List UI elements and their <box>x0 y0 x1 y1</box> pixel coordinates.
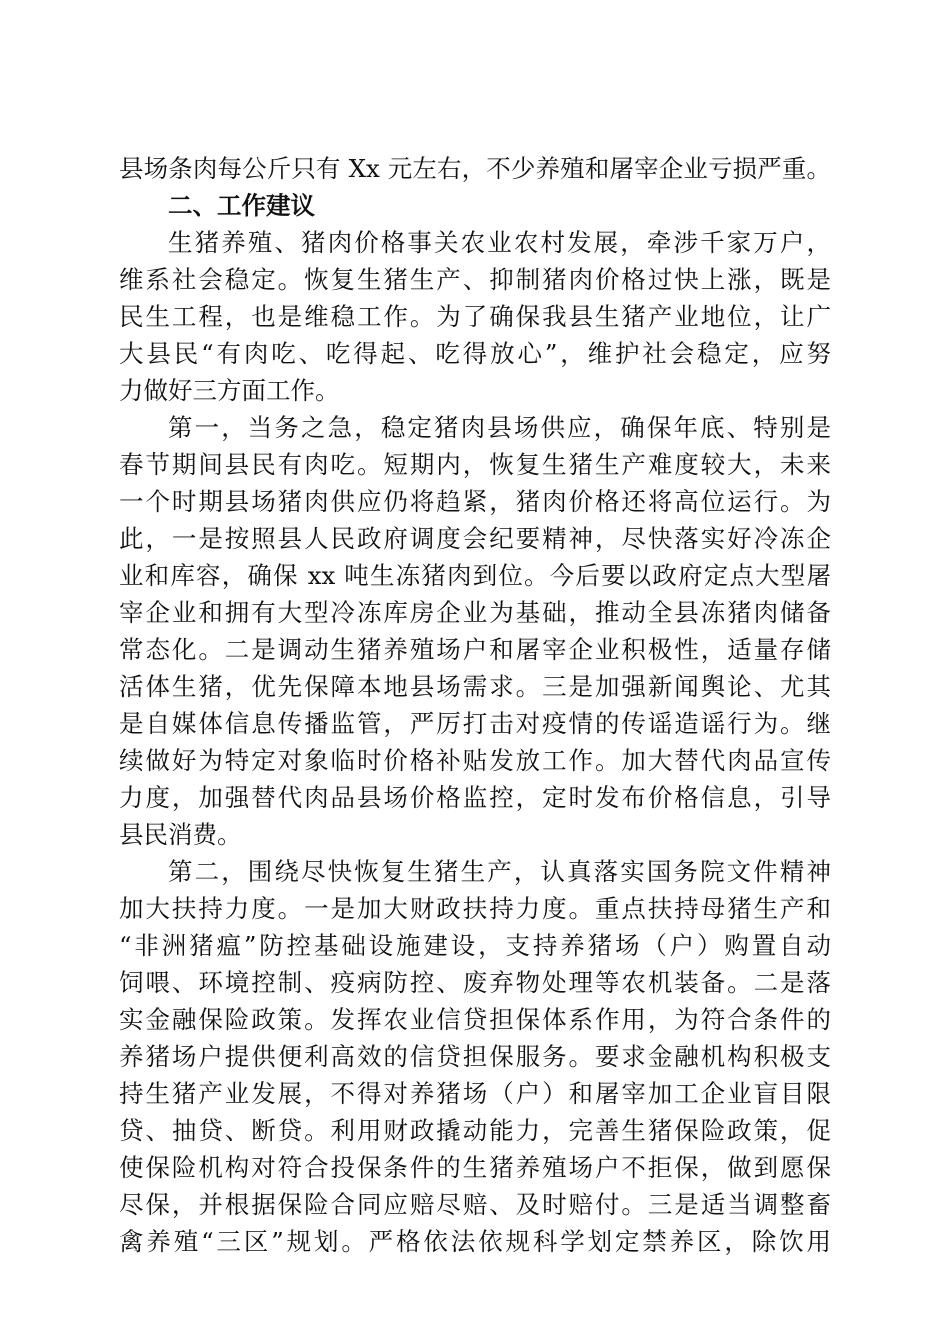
text-line: 第二，围绕尽快恢复生猪生产，认真落实国务院文件精神 <box>168 857 831 886</box>
text-line: 县场条肉每公斤只有 Xx 元左右，不少养殖和屠宰企业亏损严重。 <box>119 154 831 183</box>
text-line: 养猪场户提供便利高效的信贷担保服务。要求金融机构积极支 <box>119 1042 831 1071</box>
text-line: 春节期间县民有肉吃。短期内，恢复生猪生产难度较大，未来 <box>119 450 831 479</box>
text-line: 大县民“有肉吃、吃得起、吃得放心”，维护社会稳定，应努 <box>119 339 831 368</box>
text-line: 使保险机构对符合投保条件的生猪养殖场户不拒保，做到愿保 <box>119 1153 831 1182</box>
text-line: 续做好为特定对象临时价格补贴发放工作。加大替代肉品宣传 <box>119 746 831 775</box>
text-line: 第一，当务之急，稳定猪肉县场供应，确保年底、特别是 <box>168 413 831 442</box>
text-line: 实金融保险政策。发挥农业信贷担保体系作用，为符合条件的 <box>119 1005 831 1034</box>
text-line: 持生猪产业发展，不得对养猪场（户）和屠宰加工企业盲目限 <box>119 1079 831 1108</box>
text-line: 尽保，并根据保险合同应赔尽赔、及时赔付。三是适当调整畜 <box>119 1190 831 1219</box>
text-line: 是自媒体信息传播监管，严厉打击对疫情的传谣造谣行为。继 <box>119 709 831 738</box>
text-line: 维系社会稳定。恢复生猪生产、抑制猪肉价格过快上涨，既是 <box>119 265 831 294</box>
text-line: 常态化。二是调动生猪养殖场户和屠宰企业积极性，适量存储 <box>119 635 831 664</box>
text-line: 宰企业和拥有大型冷冻库房企业为基础，推动全县冻猪肉储备 <box>119 598 831 627</box>
text-line: 业和库容，确保 xx 吨生冻猪肉到位。今后要以政府定点大型屠 <box>119 561 831 590</box>
text-line: “非洲猪瘟”防控基础设施建设，支持养猪场（户）购置自动 <box>119 931 831 960</box>
text-line: 县民消费。 <box>119 820 242 849</box>
text-line: 民生工程，也是维稳工作。为了确保我县生猪产业地位，让广 <box>119 302 831 331</box>
section-heading: 二、工作建议 <box>168 191 315 220</box>
text-line: 饲喂、环境控制、疫病防控、废弃物处理等农机装备。二是落 <box>119 968 831 997</box>
text-line: 活体生猪，优先保障本地县场需求。三是加强新闻舆论、尤其 <box>119 672 831 701</box>
text-line: 一个时期县场猪肉供应仍将趋紧，猪肉价格还将高位运行。为 <box>119 487 831 516</box>
text-line: 此，一是按照县人民政府调度会纪要精神，尽快落实好冷冻企 <box>119 524 831 553</box>
text-line: 力度，加强替代肉品县场价格监控，定时发布价格信息，引导 <box>119 783 831 812</box>
text-line: 贷、抽贷、断贷。利用财政撬动能力，完善生猪保险政策，促 <box>119 1116 831 1145</box>
text-line: 加大扶持力度。一是加大财政扶持力度。重点扶持母猪生产和 <box>119 894 831 923</box>
text-line: 力做好三方面工作。 <box>119 376 340 405</box>
document-body <box>119 150 831 1260</box>
text-line: 禽养殖“三区”规划。严格依法依规科学划定禁养区，除饮用 <box>119 1227 831 1256</box>
text-line: 生猪养殖、猪肉价格事关农业农村发展，牵涉千家万户， <box>168 228 831 257</box>
